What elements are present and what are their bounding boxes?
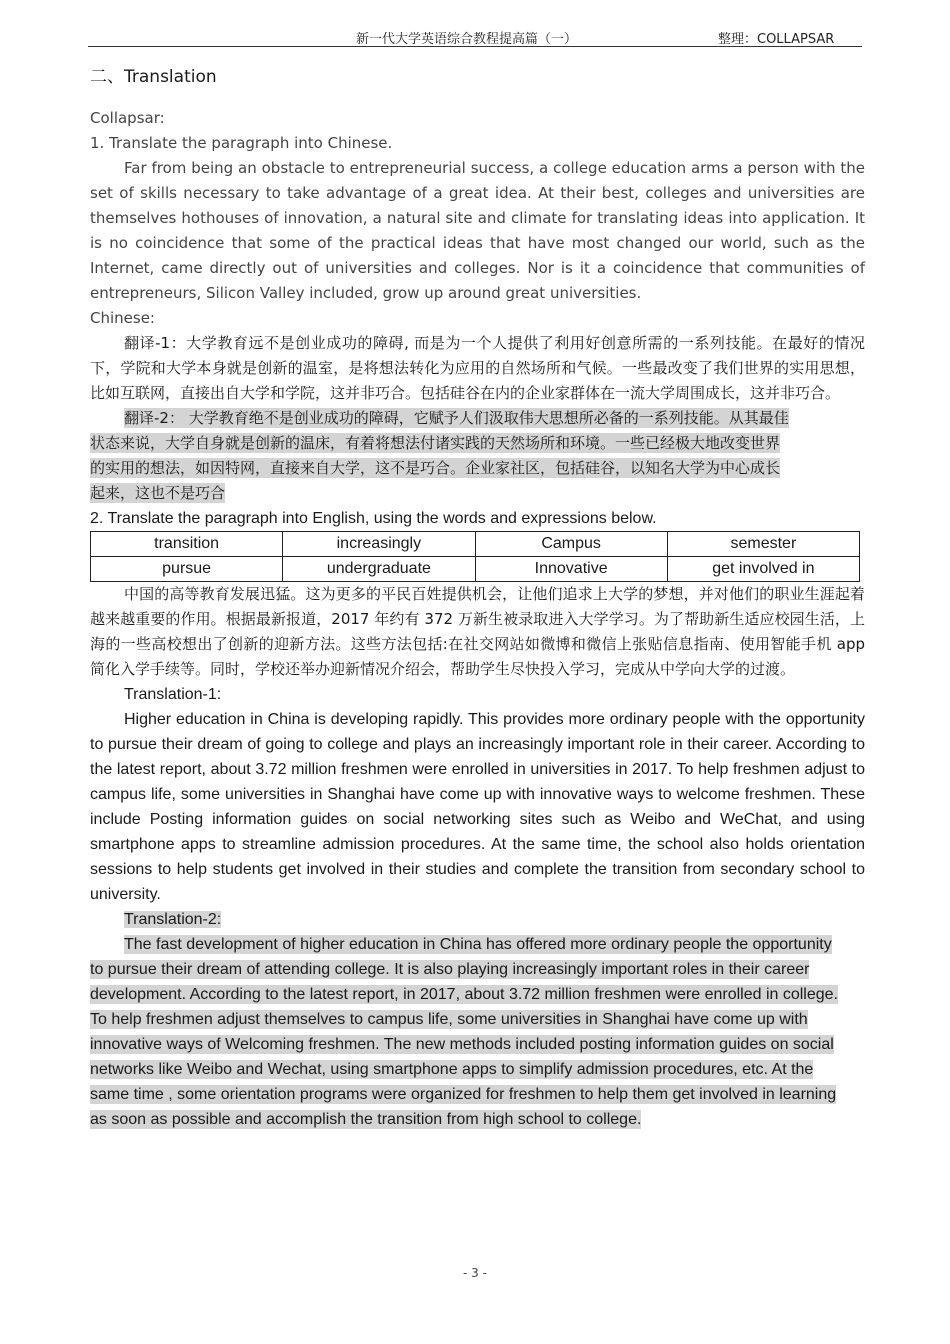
task1-translation-1: 翻译-1：大学教育远不是创业成功的障碍, 而是为一个人提供了利用好创意所需的一系列技能。在最好的情况下，学院和大学本身就是创新的温室，是将想法转化为应用的自然场所和气候。一些最改变了我们世界的实用思想，比如互联网，直接出自大学和学院，这并非巧合。包括硅谷在内的企业家群体在一流大学周围成长，这并非巧合。 — [90, 334, 865, 402]
highlighted-line: 状态来说，大学自身就是创新的温床，有着将想法付诸实践的天然场所和环境。一些已经极大地改变世界 — [90, 434, 781, 452]
highlighted-line: as soon as possible and accomplish the transition from high school to college. — [90, 1111, 642, 1128]
task2-source-paragraph: 中国的高等教育发展迅猛。这为更多的平民百姓提供机会，让他们追求上大学的梦想，并对他们的职业生涯起着越来越重要的作用。根据最新报道，2017 年约有 372 万新生被录取进入大学学习。为了帮助新生适应校园生活，上海的一些高校想出了创新的迎新方法。这些方法包括:在社交网站如微博和微信上张贴信息指南、使用智能手机 app 简化入学手续等。同时，学校还举办迎新情况介绍会，帮助学生尽快投入学习，完成从中学向大学的过渡。 — [90, 585, 865, 678]
translation-2-label: Translation-2: — [124, 911, 222, 928]
highlighted-line: 的实用的想法，如因特网，直接来自大学，这不是巧合。企业家社区，包括硅谷，以知名大学为中心成长 — [90, 459, 781, 477]
header-editor: 整理：COLLAPSAR — [718, 32, 835, 47]
table-cell: Campus — [475, 532, 667, 557]
task2-translation-1: Higher education in China is developing rapidly. This provides more ordinary people with the opportunity to pursue their dream of going to college and plays an increasingly important role in their career. According to the latest report, about 3.72 million freshmen were enrolled in universities in 2017. To help freshmen adjust to campus life, some universities in Shanghai have come up with innovative ways to welcome freshmen. These include Posting information guides on social networking sites such as Weibo and WeChat, and using smartphone apps to streamline admission procedures. At the same time, the school also holds orientation sessions to help students get involved in their studies and complete the transition from secondary school to university. — [90, 711, 865, 903]
table-cell: get involved in — [667, 557, 859, 582]
highlighted-line: 翻译-2： 大学教育绝不是创业成功的障碍，它赋予人们汲取伟大思想所必备的一系列技能。从其最佳 — [124, 409, 789, 427]
section-title: 二、Translation — [90, 67, 217, 87]
highlighted-line: The fast development of higher education in China has offered more ordinary people the opportunity — [124, 936, 832, 953]
vocabulary-table — [90, 531, 860, 582]
chinese-label: Chinese: — [90, 309, 155, 327]
author-label: Collapsar: — [90, 109, 165, 127]
table-cell: Innovative — [475, 557, 667, 582]
table-row — [91, 557, 860, 582]
translation-1-label: Translation-1: — [124, 686, 222, 703]
table-row — [91, 532, 860, 557]
task1-heading: 1. Translate the paragraph into Chinese. — [90, 134, 393, 152]
table-cell: increasingly — [283, 532, 475, 557]
table-cell: undergraduate — [283, 557, 475, 582]
table-cell: pursue — [91, 557, 283, 582]
task1-source-paragraph: Far from being an obstacle to entrepreneurial success, a college education arms a person with the set of skills necessary to take advantage of a great idea. At their best, colleges and universities are themselves hothouses of innovation, a natural site and climate for translating ideas into application. It is no coincidence that some of the practical ideas that have most changed our world, such as the Internet, came directly out of universities and colleges. Nor is it a coincidence that communities of entrepreneurs, Silicon Valley included, grow up around great universities. — [90, 159, 865, 302]
highlighted-line: 起来，这也不是巧合 — [90, 484, 226, 502]
highlighted-line: development. According to the latest report, in 2017, about 3.72 million freshmen were enrolled in college. — [90, 986, 838, 1003]
highlighted-line: to pursue their dream of attending college. It is also playing increasingly important roles in their career — [90, 961, 810, 978]
page-number: - 3 - — [463, 1266, 487, 1280]
page-header — [88, 28, 862, 47]
header-title: 新一代大学英语综合教程提高篇（一） — [356, 32, 578, 47]
task1-translation-2 — [90, 406, 865, 506]
task2-translation-2 — [90, 932, 865, 1132]
highlighted-line: networks like Weibo and Wechat, using smartphone apps to simplify admission procedures, etc. At the — [90, 1061, 814, 1078]
highlighted-line: same time , some orientation programs were organized for freshmen to help them get involved in learning — [90, 1086, 837, 1103]
document-body — [90, 64, 865, 1132]
highlighted-line: innovative ways of Welcoming freshmen. The new methods included posting information guides on social — [90, 1036, 834, 1053]
table-cell: semester — [667, 532, 859, 557]
table-cell: transition — [91, 532, 283, 557]
task2-heading: 2. Translate the paragraph into English, using the words and expressions below. — [90, 510, 657, 527]
highlighted-line: To help freshmen adjust themselves to campus life, some universities in Shanghai have come up with — [90, 1011, 808, 1028]
